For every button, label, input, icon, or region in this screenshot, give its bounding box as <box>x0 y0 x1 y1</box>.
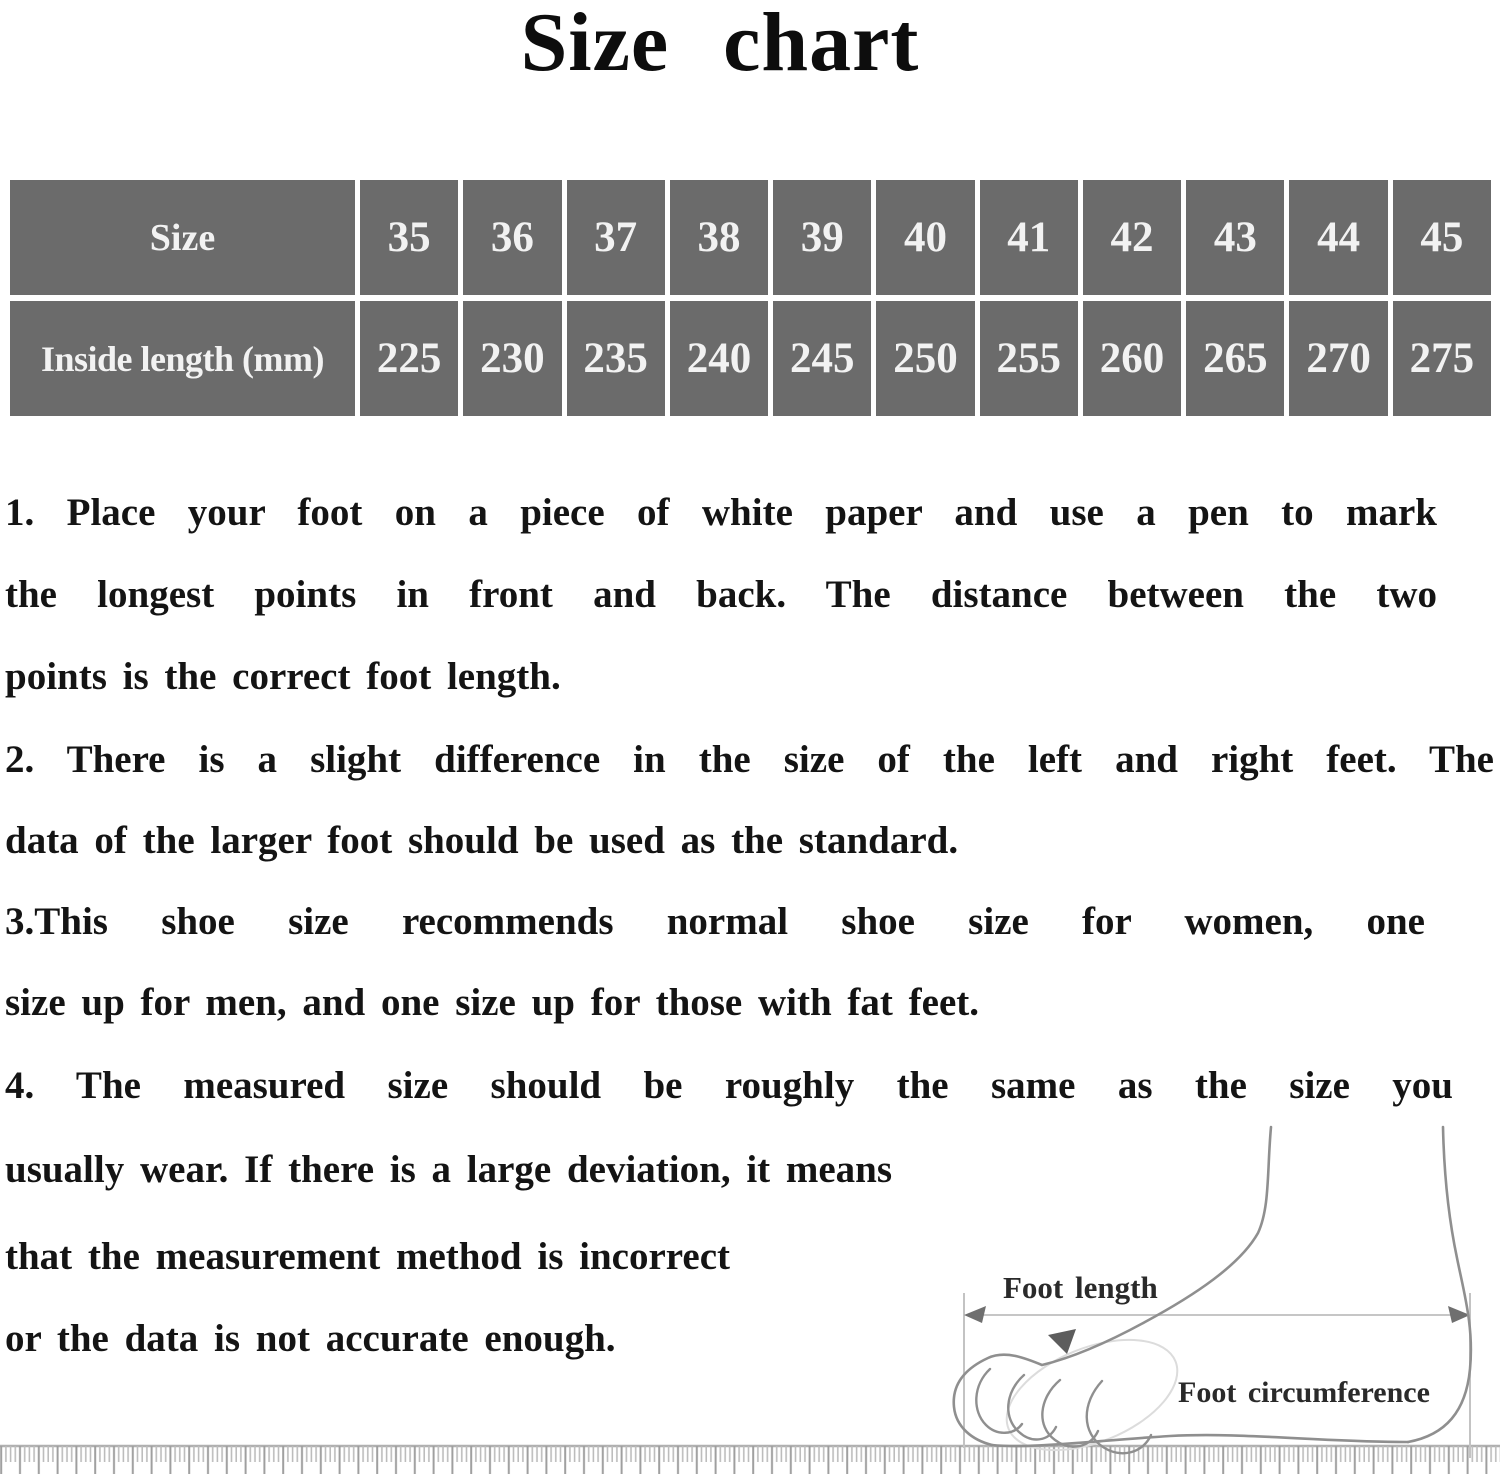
size-table <box>10 180 1491 416</box>
size-cell: 39 <box>773 180 871 295</box>
inside-length-cell: 235 <box>567 301 665 416</box>
instruction-line: data of the larger foot should be used as the standard. <box>5 819 959 862</box>
size-cell: 44 <box>1289 180 1387 295</box>
inside-length-cell: 250 <box>876 301 974 416</box>
size-cell: 45 <box>1393 180 1491 295</box>
instruction-line: size up for men, and one size up for those with fat feet. <box>5 981 979 1024</box>
size-cell: 37 <box>567 180 665 295</box>
instruction-line: 1. Place your foot on a piece of white paper and use a pen to mark <box>5 491 1437 534</box>
size-row-header: Size <box>10 180 355 295</box>
size-cell: 41 <box>980 180 1078 295</box>
size-cell: 35 <box>360 180 458 295</box>
size-cell: 38 <box>670 180 768 295</box>
instruction-line: 3.This shoe size recommends normal shoe size for women, one <box>5 900 1425 943</box>
instruction-line: points is the correct foot length. <box>5 655 561 698</box>
inside-length-cell: 225 <box>360 301 458 416</box>
instruction-line: usually wear. If there is a large deviation, it means <box>5 1148 893 1191</box>
instruction-line: 4. The measured size should be roughly the same as the size you <box>5 1064 1453 1107</box>
inside-length-cell: 265 <box>1186 301 1284 416</box>
instruction-line: that the measurement method is incorrect <box>5 1235 730 1278</box>
inside-length-cell: 245 <box>773 301 871 416</box>
instruction-line: 2. There is a slight difference in the size of the left and right feet. The <box>5 738 1494 781</box>
size-cell: 36 <box>463 180 561 295</box>
inside-length-cell: 260 <box>1083 301 1181 416</box>
size-cell: 42 <box>1083 180 1181 295</box>
inside-length-cell: 270 <box>1289 301 1387 416</box>
inside-length-cell: 230 <box>463 301 561 416</box>
size-cell: 43 <box>1186 180 1284 295</box>
inside-length-cell: 275 <box>1393 301 1491 416</box>
inside-length-cell: 240 <box>670 301 768 416</box>
inside-length-row-header: Inside length (mm) <box>10 301 355 416</box>
page-title: Size chart <box>520 0 920 89</box>
instruction-line: the longest points in front and back. The distance between the two <box>5 573 1437 616</box>
size-cell: 40 <box>876 180 974 295</box>
foot-circumference-label: Foot circumference <box>1178 1376 1430 1409</box>
instruction-line: or the data is not accurate enough. <box>5 1317 616 1360</box>
foot-length-label: Foot length <box>1003 1270 1158 1305</box>
inside-length-cell: 255 <box>980 301 1078 416</box>
